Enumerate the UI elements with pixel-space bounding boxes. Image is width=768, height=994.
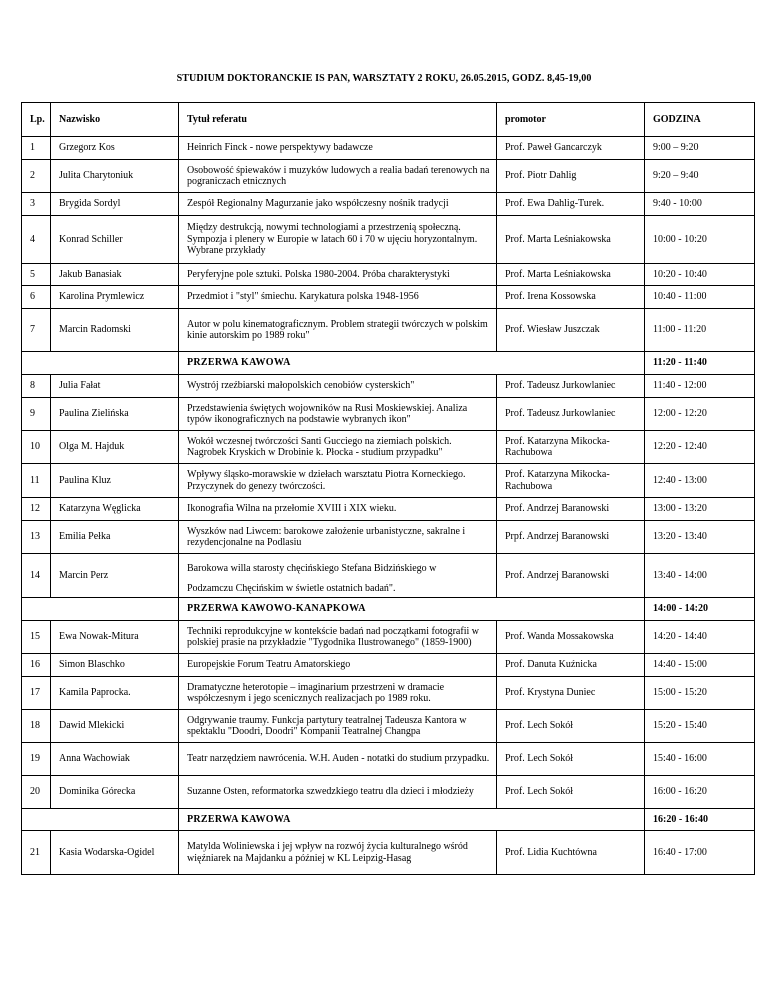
name-cell: Ewa Nowak-Mitura [51,621,179,654]
name-cell: Karolina Prymlewicz [51,286,179,309]
lp-cell: 9 [22,398,51,431]
name-cell: Brygida Sordyl [51,193,179,216]
promotor-cell: Prof. Andrzej Baranowski [497,498,645,521]
table-row [22,160,755,193]
table-row [22,264,755,286]
name-cell: Julita Charytoniuk [51,160,179,193]
promotor-cell: Prof. Andrzej Baranowski [497,554,645,598]
name-cell: Simon Blaschko [51,654,179,677]
header-lp: Lp. [22,103,51,137]
lp-cell: 4 [22,216,51,264]
name-cell: Konrad Schiller [51,216,179,264]
promotor-cell: Prof. Wiesław Juszczak [497,309,645,352]
time-cell: 16:00 - 16:20 [645,776,755,809]
break-row [22,598,755,621]
time-cell: 13:00 - 13:20 [645,498,755,521]
name-cell: Kamila Paprocka. [51,677,179,710]
time-cell: 13:40 - 14:00 [645,554,755,598]
table-row [22,464,755,498]
name-cell: Kasia Wodarska-Ogidel [51,831,179,875]
title-cell: Przedstawienia świętych wojowników na Rusi Moskiewskiej. Analiza typów ikonograficznych na podstawie wybranych ikon" [179,398,497,431]
lp-cell: 5 [22,264,51,286]
time-cell: 15:20 - 15:40 [645,710,755,743]
lp-cell: 12 [22,498,51,521]
name-cell: Marcin Radomski [51,309,179,352]
table-row [22,309,755,352]
title-cell: Wpływy śląsko-morawskie w dziełach warsztatu Piotra Korneckiego. Przyczynek do genezy twórczości. [179,464,497,498]
time-cell: 12:40 - 13:00 [645,464,755,498]
title-cell: Wyszków nad Liwcem: barokowe założenie urbanistyczne, sakralne i rezydencjonalne na Podlasiu [179,521,497,554]
title-cell: Suzanne Osten, reformatorka szwedzkiego teatru dla dzieci i młodzieży [179,776,497,809]
lp-cell: 3 [22,193,51,216]
table-row [22,498,755,521]
break-empty [22,598,51,621]
lp-cell: 11 [22,464,51,498]
promotor-cell: Prof. Ewa Dahlig-Turek. [497,193,645,216]
time-cell: 14:20 - 14:40 [645,621,755,654]
title-cell: Przedmiot i "styl" śmiechu. Karykatura polska 1948-1956 [179,286,497,309]
time-cell: 14:40 - 15:00 [645,654,755,677]
lp-cell: 10 [22,431,51,464]
lp-cell: 18 [22,710,51,743]
time-cell: 11:40 - 12:00 [645,375,755,398]
time-cell: 16:40 - 17:00 [645,831,755,875]
name-cell: Dominika Górecka [51,776,179,809]
table-row [22,654,755,677]
title-text: Barokowa willa starosty chęcińskiego Stefana Bidzińskiego w [187,563,437,574]
title-cell: Techniki reprodukcyjne w kontekście badań nad początkami fotografii w polskiej prasie na przykładzie "Tygodnika Ilustrowanego" (1859-1900) [179,621,497,654]
title-cell: Peryferyjne pole sztuki. Polska 1980-2004. Próba charakterystyki [179,264,497,286]
break-time: 14:00 - 14:20 [645,598,755,621]
break-time: 16:20 - 16:40 [645,809,755,831]
title-cell: Europejskie Forum Teatru Amatorskiego [179,654,497,677]
time-cell: 11:00 - 11:20 [645,309,755,352]
time-cell: 12:20 - 12:40 [645,431,755,464]
break-empty [22,352,51,375]
name-cell: Katarzyna Węglicka [51,498,179,521]
break-empty [51,598,179,621]
break-label: PRZERWA KAWOWA [179,352,645,375]
name-cell: Anna Wachowiak [51,743,179,776]
promotor-cell: Prof. Danuta Kuźnicka [497,654,645,677]
title-cell: Dramatyczne heterotopie – imaginarium przestrzeni w dramacie współczesnym i jego scenicznych realizacjach po 1989 roku. [179,677,497,710]
title-cell: Heinrich Finck - nowe perspektywy badawcze [179,137,497,160]
promotor-cell: Prof. Marta Leśniakowska [497,216,645,264]
name-cell: Emilia Pełka [51,521,179,554]
table-row [22,831,755,875]
lp-cell: 2 [22,160,51,193]
lp-cell: 16 [22,654,51,677]
name-cell: Jakub Banasiak [51,264,179,286]
break-label: PRZERWA KAWOWO-KANAPKOWA [179,598,645,621]
break-label: PRZERWA KAWOWA [179,809,645,831]
title-cell: Ikonografia Wilna na przełomie XVIII i XIX wieku. [179,498,497,521]
table-row [22,286,755,309]
title-continuation: Podzamczu Chęcińskim w świetle ostatnich badań". [187,582,396,594]
lp-cell: 19 [22,743,51,776]
time-cell: 10:00 - 10:20 [645,216,755,264]
title-cell [179,554,497,598]
name-cell: Julia Fałat [51,375,179,398]
title-cell: Między destrukcją, nowymi technologiami a przestrzenią społeczną. Sympozja i plenery w Europie w latach 60 i 70 w ujęciu horyzontalnym. Wybrane przykłady [179,216,497,264]
lp-cell: 1 [22,137,51,160]
table-row [22,710,755,743]
title-cell: Autor w polu kinematograficznym. Problem strategii twórczych w polskim kinie autorskim po 1989 roku" [179,309,497,352]
promotor-cell: Prpf. Andrzej Baranowski [497,521,645,554]
name-cell: Paulina Zielińska [51,398,179,431]
lp-cell: 6 [22,286,51,309]
time-cell: 12:00 - 12:20 [645,398,755,431]
name-cell: Grzegorz Kos [51,137,179,160]
table-row [22,375,755,398]
table-row [22,776,755,809]
name-cell: Marcin Perz [51,554,179,598]
promotor-cell: Prof. Irena Kossowska [497,286,645,309]
title-cell: Teatr narzędziem nawrócenia. W.H. Auden - notatki do studium przypadku. [179,743,497,776]
promotor-cell: Prof. Katarzyna Mikocka-Rachubowa [497,464,645,498]
break-empty [22,809,51,831]
break-empty [51,352,179,375]
title-cell: Osobowość śpiewaków i muzyków ludowych a realia badań terenowych na pograniczach etnicznych [179,160,497,193]
time-cell: 10:40 - 11:00 [645,286,755,309]
table-row [22,216,755,264]
break-row [22,809,755,831]
schedule-table [21,102,755,875]
header-title: Tytuł referatu [179,103,497,137]
promotor-cell: Prof. Katarzyna Mikocka-Rachubowa [497,431,645,464]
time-cell: 15:00 - 15:20 [645,677,755,710]
promotor-cell: Prof. Marta Leśniakowska [497,264,645,286]
name-cell: Dawid Mlekicki [51,710,179,743]
table-row [22,743,755,776]
name-cell: Olga M. Hajduk [51,431,179,464]
promotor-cell: Prof. Tadeusz Jurkowlaniec [497,375,645,398]
header-row [22,103,755,137]
time-cell: 15:40 - 16:00 [645,743,755,776]
table-row [22,677,755,710]
time-cell: 9:00 – 9:20 [645,137,755,160]
break-row [22,352,755,375]
break-empty [51,809,179,831]
title-cell: Matylda Woliniewska i jej wpływ na rozwój życia kulturalnego wśród więźniarek na Majdanku a później w KL Leipzig-Hasag [179,831,497,875]
promotor-cell: Prof. Lidia Kuchtówna [497,831,645,875]
header-time: GODZINA [645,103,755,137]
lp-cell: 17 [22,677,51,710]
table-row [22,137,755,160]
table-row [22,554,755,598]
promotor-cell: Prof. Paweł Gancarczyk [497,137,645,160]
lp-cell: 14 [22,554,51,598]
table-row [22,521,755,554]
document-title: STUDIUM DOKTORANCKIE IS PAN, WARSZTATY 2 ROKU, 26.05.2015, GODZ. 8,45-19,00 [176,73,592,84]
title-cell: Wokół wczesnej twórczości Santi Gucciego na ziemiach polskich. Nagrobek Kryskich w Drobinie k. Płocka - studium przypadku" [179,431,497,464]
title-cell: Wystrój rzeźbiarski małopolskich cenobiów cysterskich" [179,375,497,398]
break-time: 11:20 - 11:40 [645,352,755,375]
lp-cell: 7 [22,309,51,352]
table-row [22,431,755,464]
time-cell: 13:20 - 13:40 [645,521,755,554]
time-cell: 9:40 - 10:00 [645,193,755,216]
promotor-cell: Prof. Tadeusz Jurkowlaniec [497,398,645,431]
header-name: Nazwisko [51,103,179,137]
promotor-cell: Prof. Lech Sokół [497,776,645,809]
time-cell: 9:20 – 9:40 [645,160,755,193]
lp-cell: 15 [22,621,51,654]
table-row [22,398,755,431]
promotor-cell: Prof. Lech Sokół [497,710,645,743]
lp-cell: 20 [22,776,51,809]
title-cell: Odgrywanie traumy. Funkcja partytury teatralnej Tadeusza Kantora w spektaklu "Doodri, Doodri" Kompanii Teatralnej Changpa [179,710,497,743]
table-row [22,621,755,654]
promotor-cell: Prof. Wanda Mossakowska [497,621,645,654]
lp-cell: 21 [22,831,51,875]
table-row [22,193,755,216]
time-cell: 10:20 - 10:40 [645,264,755,286]
header-promotor: promotor [497,103,645,137]
promotor-cell: Prof. Lech Sokół [497,743,645,776]
lp-cell: 13 [22,521,51,554]
title-cell: Zespół Regionalny Magurzanie jako współczesny nośnik tradycji [179,193,497,216]
promotor-cell: Prof. Piotr Dahlig [497,160,645,193]
promotor-cell: Prof. Krystyna Duniec [497,677,645,710]
lp-cell: 8 [22,375,51,398]
name-cell: Paulina Kluz [51,464,179,498]
